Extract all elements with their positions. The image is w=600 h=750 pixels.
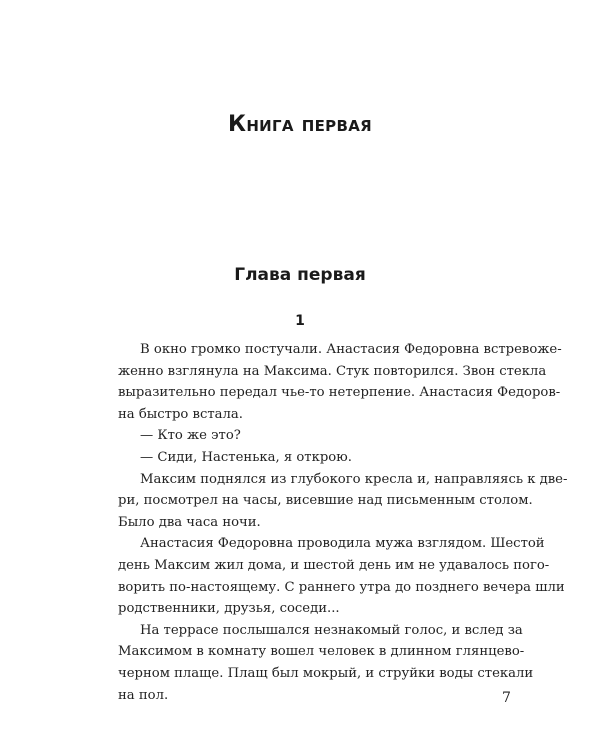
paragraph [118, 339, 562, 425]
text-line: на быстро встала. [118, 406, 243, 422]
text-line: на пол. [118, 687, 169, 703]
text-line: женно взглянула на Максима. Стук повторился. Звон стекла [118, 363, 547, 379]
paragraph [118, 620, 534, 706]
body-text [118, 339, 568, 706]
text-line: В окно громко постучали. Анастасия Федоровна встревоже- [140, 342, 562, 357]
paragraph [118, 447, 520, 469]
text-line: черном плаще. Плащ был мокрый, и струйки воды стекали [118, 665, 534, 681]
text-line: Было два часа ночи. [118, 514, 261, 530]
text-line: Анастасия Федоровна проводила мужа взглядом. Шестой [140, 536, 545, 552]
page-number: 7 [502, 690, 511, 706]
text-line: ворить по-настоящему. С раннего утра до позднего вечера шли [118, 579, 565, 595]
text-line: родственники, друзья, соседи... [118, 601, 340, 617]
text-line: — Сиди, Настенька, я открою. [140, 449, 352, 465]
paragraph [118, 469, 568, 534]
text-line: Максим поднялся из глубокого кресла и, направляясь к две- [140, 471, 568, 487]
paragraph [118, 533, 565, 619]
paragraph [118, 425, 520, 447]
text-line: — Кто же это? [140, 428, 241, 444]
text-line: Максимом в комнату вошел человек в длинном глянцево- [118, 644, 525, 660]
section-number: 1 [295, 313, 305, 329]
chapter-title: Глава первая [234, 265, 366, 285]
text-line: На террасе послышался незнакомый голос, и вслед за [140, 622, 523, 638]
text-line: выразительно передал чье-то нетерпение. Анастасия Федоров- [118, 385, 561, 401]
book-title: Книга первая [228, 112, 372, 137]
text-line: день Максим жил дома, и шестой день им не удавалось пого- [118, 557, 550, 573]
text-line: ри, посмотрел на часы, висевшие над письменным столом. [118, 493, 533, 509]
